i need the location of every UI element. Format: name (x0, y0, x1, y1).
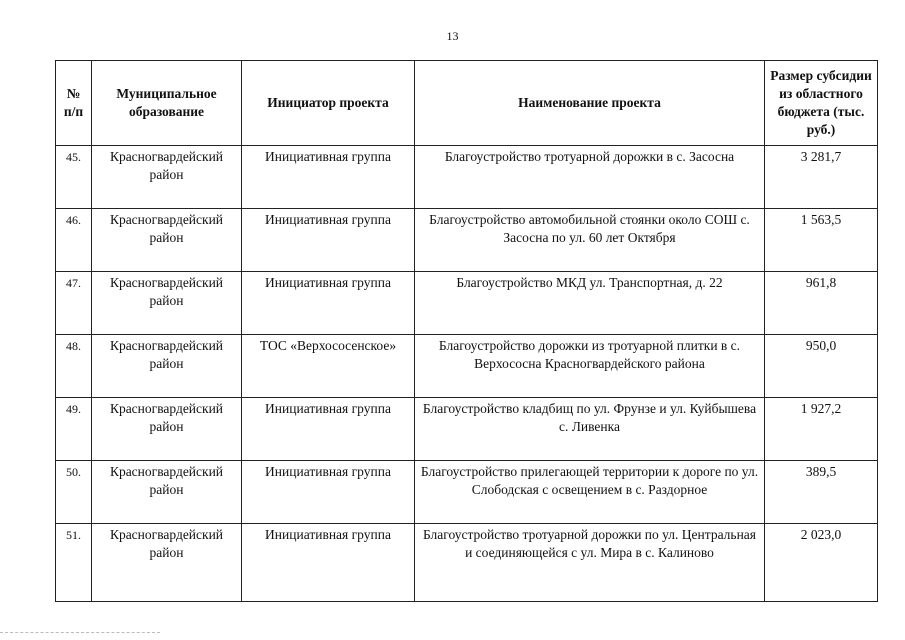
table-header-row (56, 61, 878, 146)
table-row (56, 461, 878, 524)
row-municipality: Красногвардейский район (92, 335, 242, 398)
row-project: Благоустройство автомобильной стоянки около СОШ с. Засосна по ул. 60 лет Октября (415, 209, 765, 272)
row-project: Благоустройство тротуарной дорожки в с. Засосна (415, 146, 765, 209)
table-row (56, 146, 878, 209)
row-subsidy: 3 281,7 (765, 146, 878, 209)
row-initiator: Инициативная группа (242, 398, 415, 461)
header-num: № п/п (56, 61, 92, 146)
row-number: 47. (56, 272, 92, 335)
table-row (56, 524, 878, 602)
row-municipality: Красногвардейский район (92, 146, 242, 209)
row-number: 49. (56, 398, 92, 461)
row-subsidy: 2 023,0 (765, 524, 878, 602)
table-row (56, 272, 878, 335)
row-initiator: Инициативная группа (242, 209, 415, 272)
header-subsidy: Размер субсидии из областного бюджета (тыс. руб.) (765, 61, 878, 146)
row-initiator: Инициативная группа (242, 461, 415, 524)
header-project: Наименование проекта (415, 61, 765, 146)
row-number: 50. (56, 461, 92, 524)
row-project: Благоустройство тротуарной дорожки по ул. Центральная и соединяющейся с ул. Мира в с. Калиново (415, 524, 765, 602)
row-number: 46. (56, 209, 92, 272)
row-initiator: ТОС «Верхососенское» (242, 335, 415, 398)
row-number: 45. (56, 146, 92, 209)
row-municipality: Красногвардейский район (92, 398, 242, 461)
row-initiator: Инициативная группа (242, 524, 415, 602)
row-number: 48. (56, 335, 92, 398)
row-municipality: Красногвардейский район (92, 272, 242, 335)
row-project: Благоустройство прилегающей территории к дороге по ул. Слободская с освещением в с. Раздорное (415, 461, 765, 524)
row-number: 51. (56, 524, 92, 602)
header-initiator: Инициатор проекта (242, 61, 415, 146)
row-subsidy: 389,5 (765, 461, 878, 524)
row-subsidy: 950,0 (765, 335, 878, 398)
row-subsidy: 961,8 (765, 272, 878, 335)
table-row (56, 398, 878, 461)
row-initiator: Инициативная группа (242, 272, 415, 335)
table-row (56, 209, 878, 272)
row-municipality: Красногвардейский район (92, 461, 242, 524)
row-municipality: Красногвардейский район (92, 524, 242, 602)
page-number: 13 (446, 29, 459, 43)
row-project: Благоустройство дорожки из тротуарной плитки в с. Верхососна Красногвардейского района (415, 335, 765, 398)
row-project: Благоустройство кладбищ по ул. Фрунзе и ул. Куйбышева с. Ливенка (415, 398, 765, 461)
scan-edge-divider (0, 632, 160, 633)
row-project: Благоустройство МКД ул. Транспортная, д. 22 (415, 272, 765, 335)
row-subsidy: 1 563,5 (765, 209, 878, 272)
header-municipality: Муниципальное образование (92, 61, 242, 146)
row-municipality: Красногвардейский район (92, 209, 242, 272)
row-initiator: Инициативная группа (242, 146, 415, 209)
projects-table (55, 60, 878, 602)
row-subsidy: 1 927,2 (765, 398, 878, 461)
table-row (56, 335, 878, 398)
